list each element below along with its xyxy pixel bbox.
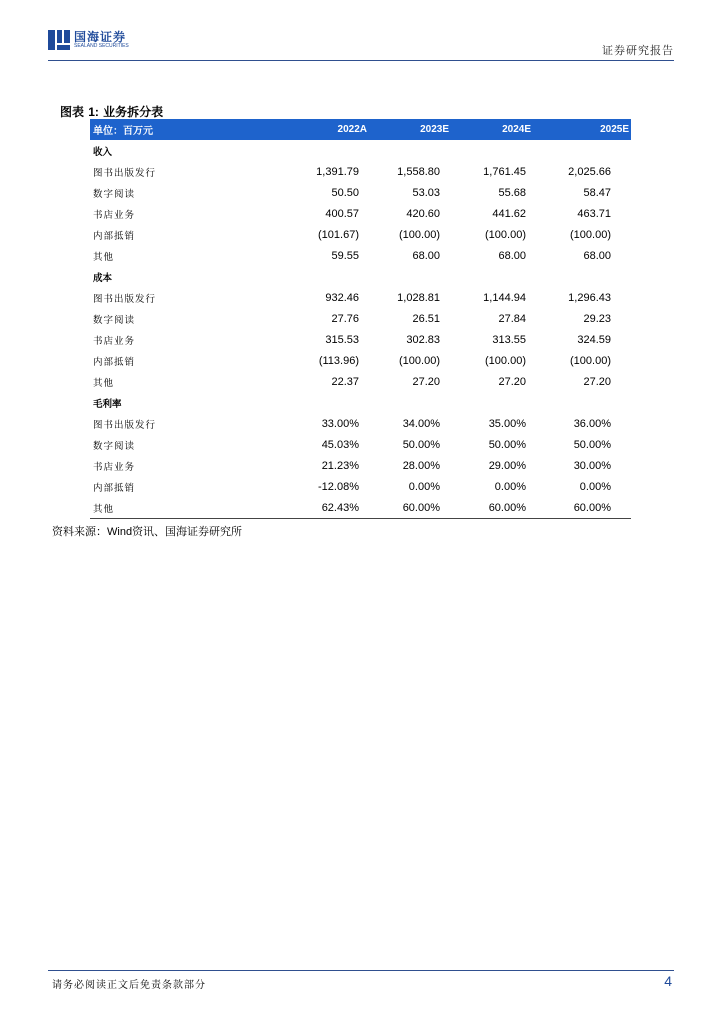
row-label: 数字阅读 [93, 314, 136, 326]
page-number: 4 [664, 973, 672, 989]
value-cell: 27.76 [331, 312, 359, 325]
table-body [90, 140, 631, 519]
value-cell: (100.00) [485, 354, 526, 367]
value-cell: 27.84 [498, 312, 526, 325]
value-cell: 2,025.66 [568, 165, 611, 178]
value-cell: 53.03 [412, 186, 440, 199]
row-label: 其他 [93, 377, 115, 389]
table-row [90, 350, 631, 371]
row-label: 图书出版发行 [93, 167, 157, 179]
year-header: 2023E [369, 119, 451, 140]
value-cell: (100.00) [399, 354, 440, 367]
value-cell: 68.00 [583, 249, 611, 262]
empty-cell [369, 140, 451, 161]
empty-cell [290, 140, 369, 161]
row-label: 其他 [90, 497, 290, 519]
value-cell: (100.00) [485, 228, 526, 241]
table-row [90, 329, 631, 350]
logo-chinese-name: 国海证券 [74, 30, 127, 44]
row-label: 图书出版发行 [93, 293, 157, 305]
table-row [90, 287, 631, 308]
value-cell: 62.43% [290, 497, 369, 519]
section-row [90, 392, 631, 413]
value-cell: 36.00% [573, 417, 611, 430]
value-cell: 30.00% [573, 459, 611, 472]
value-cell: (101.67) [318, 228, 359, 241]
table-row [90, 476, 631, 497]
value-cell: 28.00% [402, 459, 440, 472]
table-row [90, 182, 631, 203]
value-cell: 27.20 [498, 375, 526, 388]
source-note [52, 523, 242, 539]
row-label: 书店业务 [93, 335, 136, 347]
row-label: 内部抵销 [93, 230, 136, 242]
empty-cell [290, 266, 369, 287]
table-row [90, 224, 631, 245]
value-cell: (100.00) [570, 354, 611, 367]
value-cell: 33.00% [321, 417, 359, 430]
table-row [90, 203, 631, 224]
value-cell: 60.00% [369, 497, 451, 519]
source-rest: 资讯、国海证券研究所 [132, 525, 243, 538]
empty-cell [533, 140, 631, 161]
table-header-row [90, 119, 631, 140]
footer-divider [48, 970, 674, 971]
empty-cell [290, 392, 369, 413]
value-cell: 21.23% [321, 459, 359, 472]
value-cell: -12.08% [318, 480, 359, 493]
value-cell: 29.00% [488, 459, 526, 472]
value-cell: 27.20 [583, 375, 611, 388]
value-cell: 68.00 [412, 249, 440, 262]
value-cell: 27.20 [412, 375, 440, 388]
value-cell: 0.00% [408, 480, 440, 493]
source-prefix: 资料来源： [52, 525, 107, 538]
row-label: 内部抵销 [93, 482, 136, 494]
value-cell: 1,391.79 [316, 165, 359, 178]
value-cell: 1,028.81 [397, 291, 440, 304]
value-cell: 55.68 [498, 186, 526, 199]
footer-disclaimer: 请务必阅读正文后免责条款部分 [52, 980, 206, 991]
company-logo [48, 30, 129, 50]
value-cell: 26.51 [412, 312, 440, 325]
table-row [90, 161, 631, 182]
value-cell: 1,761.45 [483, 165, 526, 178]
table-row [90, 434, 631, 455]
year-header: 2022A [290, 119, 369, 140]
empty-cell [533, 392, 631, 413]
row-label: 数字阅读 [93, 440, 136, 452]
value-cell: 45.03% [321, 438, 359, 451]
empty-cell [451, 266, 533, 287]
value-cell: 0.00% [494, 480, 526, 493]
value-cell: 68.00 [498, 249, 526, 262]
empty-cell [369, 266, 451, 287]
table-row [90, 497, 631, 519]
year-header: 2024E [451, 119, 533, 140]
value-cell: (113.96) [318, 354, 359, 367]
value-cell: 0.00% [579, 480, 611, 493]
table-row [90, 371, 631, 392]
year-header: 2025E [533, 119, 631, 140]
value-cell: 420.60 [406, 207, 440, 220]
caption-prefix: 图表 [60, 105, 85, 119]
value-cell: 22.37 [331, 375, 359, 388]
caption-number: 1: [88, 105, 99, 119]
value-cell: 50.00% [573, 438, 611, 451]
row-label: 数字阅读 [93, 188, 136, 200]
unit-header: 单位：百万元 [90, 119, 290, 140]
row-label: 书店业务 [93, 209, 136, 221]
row-label: 图书出版发行 [93, 419, 157, 431]
section-title: 成本 [93, 272, 113, 284]
value-cell: 463.71 [577, 207, 611, 220]
logo-english-name: SEALAND SECURITIES [74, 43, 129, 49]
value-cell: 34.00% [402, 417, 440, 430]
value-cell: 50.00% [402, 438, 440, 451]
value-cell: 50.00% [488, 438, 526, 451]
value-cell: 29.23 [583, 312, 611, 325]
table-row [90, 455, 631, 476]
value-cell: 1,558.80 [397, 165, 440, 178]
value-cell: 60.00% [451, 497, 533, 519]
value-cell: 302.83 [406, 333, 440, 346]
empty-cell [451, 140, 533, 161]
row-label: 其他 [93, 251, 115, 263]
value-cell: 60.00% [533, 497, 631, 519]
section-row [90, 140, 631, 161]
section-title: 毛利率 [93, 398, 122, 410]
value-cell: 1,296.43 [568, 291, 611, 304]
empty-cell [451, 392, 533, 413]
section-title: 收入 [93, 146, 113, 158]
row-label: 内部抵销 [93, 356, 136, 368]
value-cell: 441.62 [492, 207, 526, 220]
table-row [90, 245, 631, 266]
value-cell: 50.50 [331, 186, 359, 199]
empty-cell [533, 266, 631, 287]
value-cell: (100.00) [399, 228, 440, 241]
value-cell: 315.53 [325, 333, 359, 346]
table-row [90, 413, 631, 434]
value-cell: 313.55 [492, 333, 526, 346]
empty-cell [369, 392, 451, 413]
caption-title: 业务拆分表 [103, 105, 164, 119]
page-header [48, 30, 674, 61]
value-cell: 35.00% [488, 417, 526, 430]
figure-caption [60, 103, 163, 120]
value-cell: 1,144.94 [483, 291, 526, 304]
business-breakdown-table [90, 119, 631, 519]
section-row [90, 266, 631, 287]
value-cell: 932.46 [325, 291, 359, 304]
value-cell: 400.57 [325, 207, 359, 220]
value-cell: 59.55 [331, 249, 359, 262]
source-wind: Wind [107, 526, 133, 538]
row-label: 书店业务 [93, 461, 136, 473]
report-type-label: 证券研究报告 [602, 44, 674, 57]
value-cell: 58.47 [583, 186, 611, 199]
logo-mark-icon [48, 30, 70, 50]
table-row [90, 308, 631, 329]
value-cell: 324.59 [577, 333, 611, 346]
value-cell: (100.00) [570, 228, 611, 241]
